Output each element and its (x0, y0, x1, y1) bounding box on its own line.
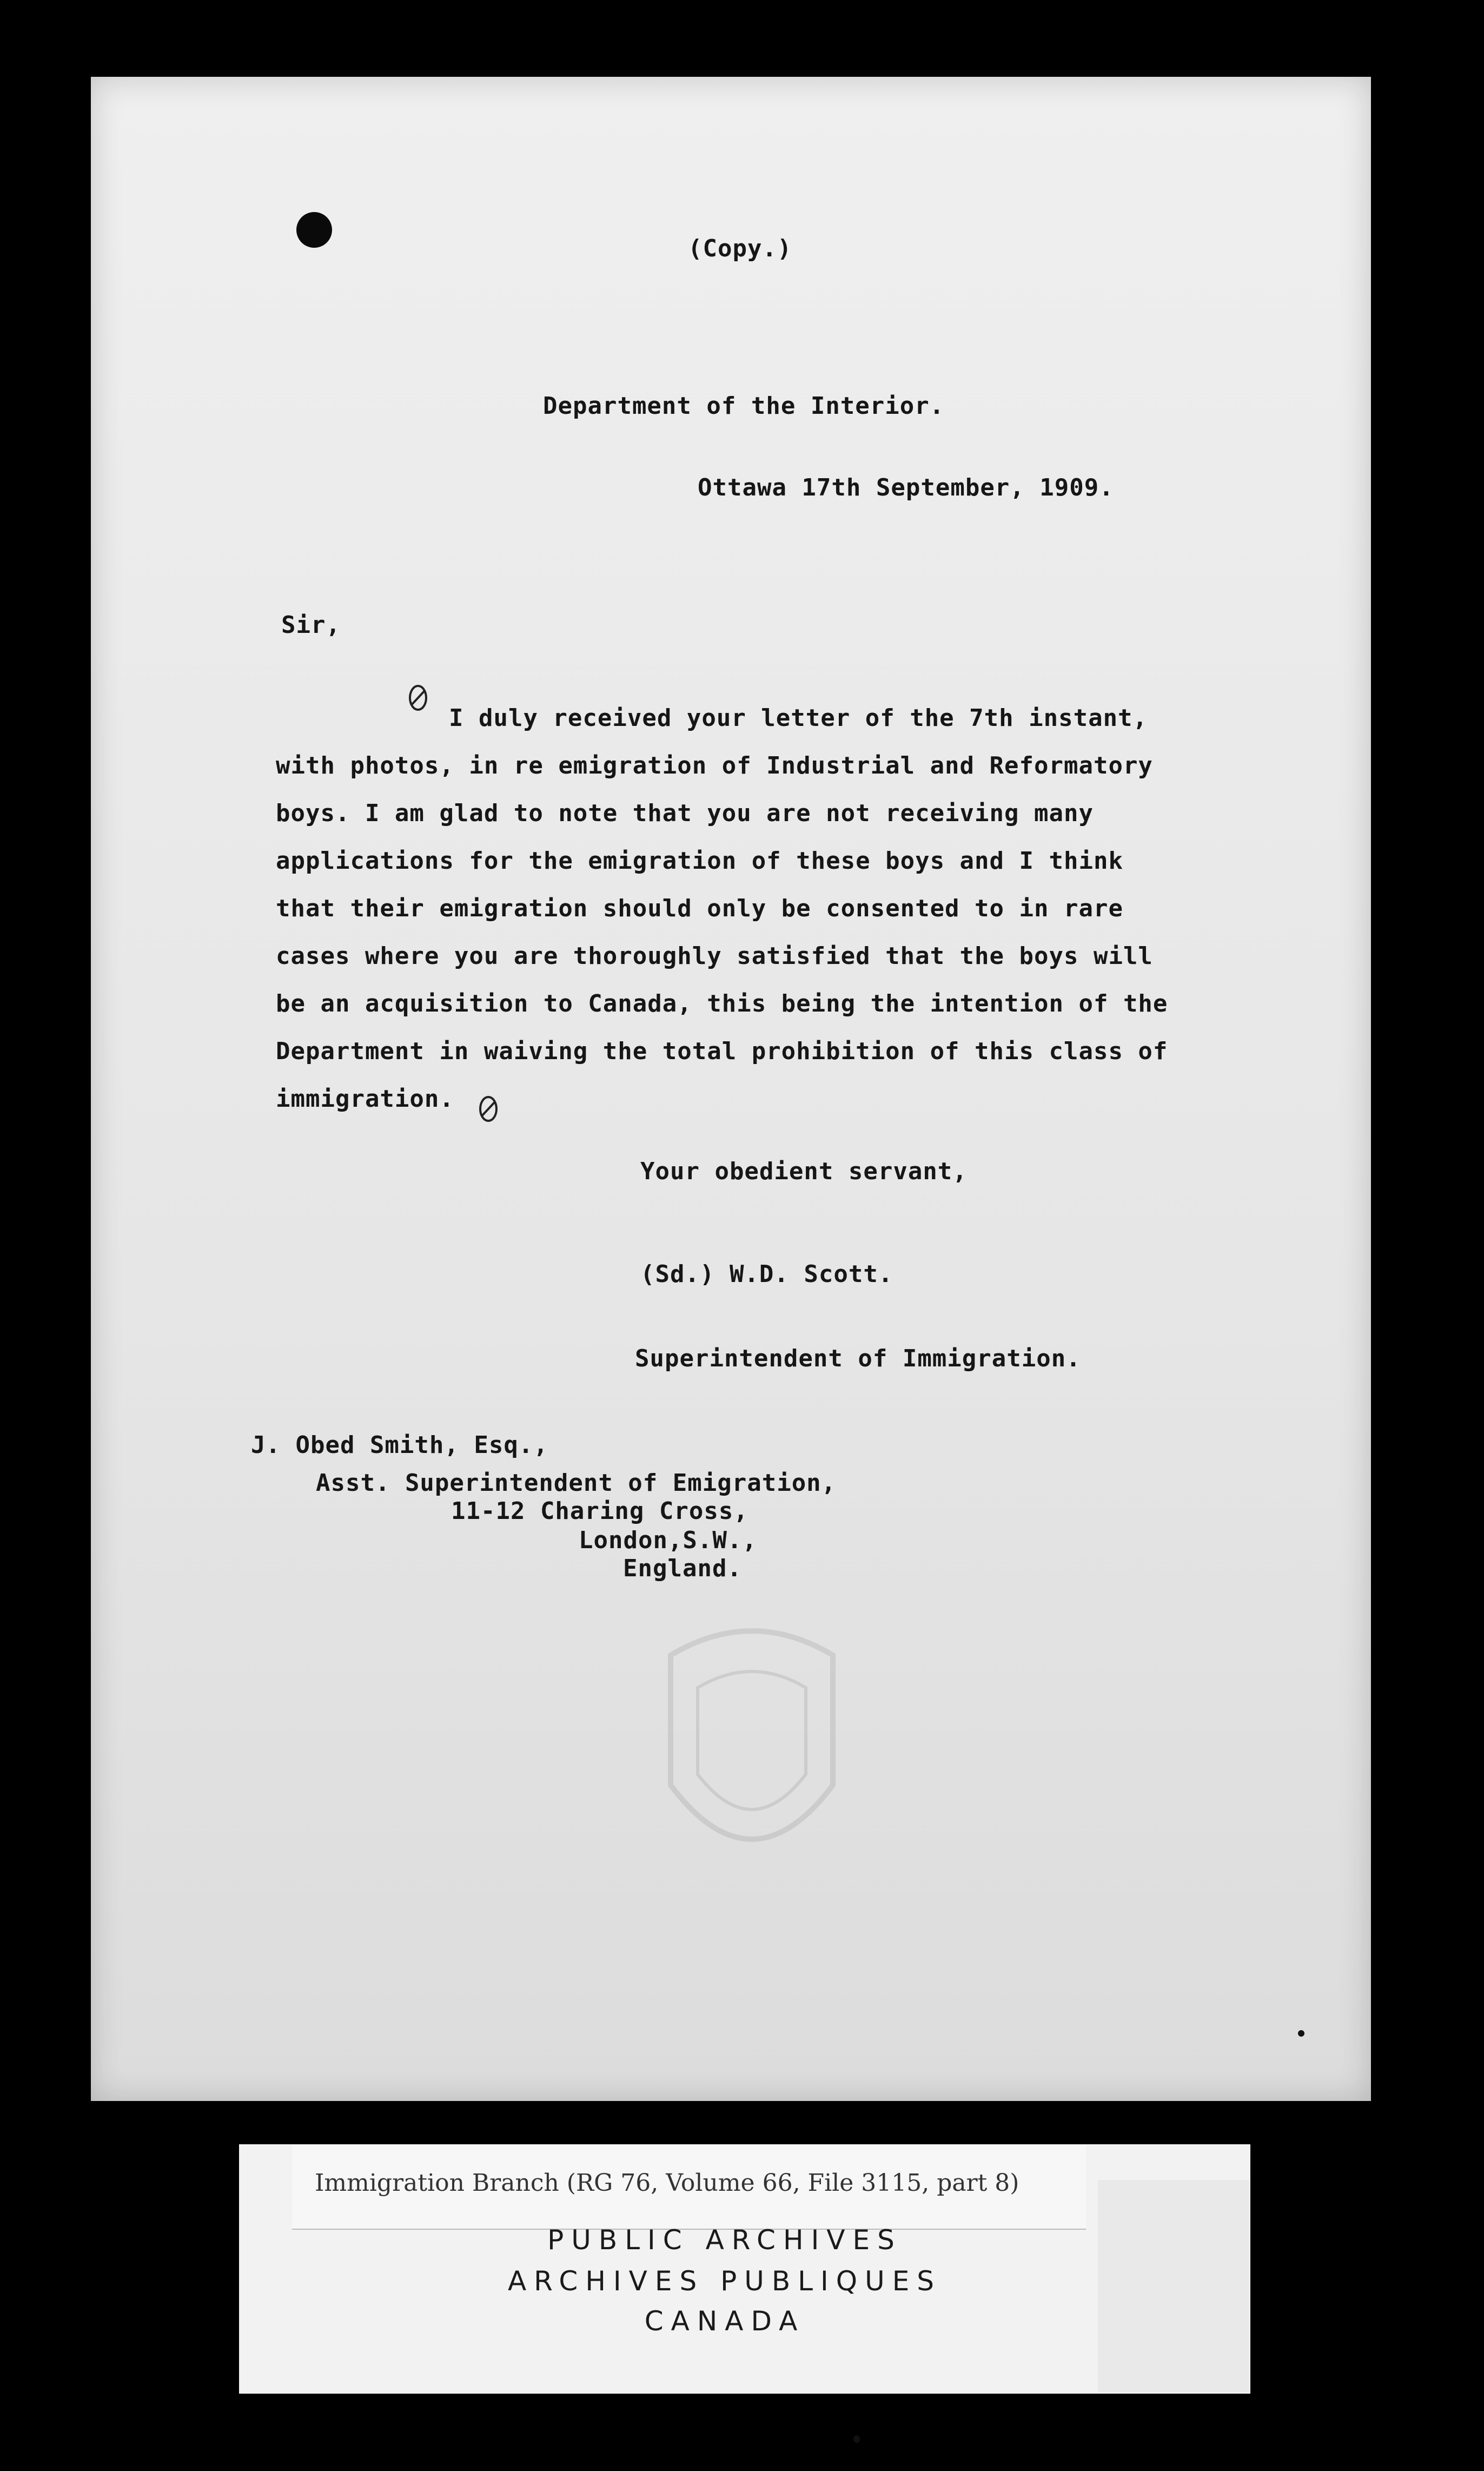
body-line: immigration. (276, 1085, 454, 1113)
archive-line-1: PUBLIC ARCHIVES (547, 2224, 902, 2256)
punch-hole (296, 212, 332, 248)
signatory-title: Superintendent of Immigration. (635, 1345, 1081, 1372)
body-line: Department in waiving the total prohibition of this class of (276, 1038, 1168, 1065)
body-line: that their emigration should only be consented to in rare (276, 895, 1123, 922)
signature: (Sd.) W.D. Scott. (640, 1260, 893, 1288)
body-line: applications for the emigration of these boys and I think (276, 847, 1123, 875)
dateline: Ottawa 17th September, 1909. (698, 474, 1114, 501)
salutation: Sir, (281, 611, 341, 639)
body-line: I duly received your letter of the 7th instant, (449, 704, 1148, 732)
addressee-title: Asst. Superintendent of Emigration, (316, 1469, 837, 1497)
addressee-name: J. Obed Smith, Esq., (251, 1431, 548, 1459)
body-line: be an acquisition to Canada, this being the intention of the (276, 990, 1168, 1018)
closing: Your obedient servant, (640, 1158, 968, 1185)
archive-reference: Immigration Branch (RG 76, Volume 66, File 3115, part 8) (315, 2169, 1019, 2197)
addressee-street: 11-12 Charing Cross, (451, 1497, 748, 1525)
body-line: with photos, in re emigration of Industrial and Reformatory (276, 752, 1153, 779)
margin-mark-start (407, 683, 429, 713)
archive-line-3: CANADA (644, 2305, 805, 2337)
embossed-seal-watermark (649, 1612, 854, 1882)
body-line: cases where you are thoroughly satisfied that the boys will (276, 942, 1153, 970)
department-heading: Department of the Interior. (543, 392, 945, 420)
margin-mark-end (477, 1094, 500, 1124)
copy-mark: (Copy.) (688, 235, 792, 262)
addressee-city: London,S.W., (579, 1527, 757, 1554)
archive-line-2: ARCHIVES PUBLIQUES (507, 2265, 942, 2297)
paper-speck (1298, 2030, 1304, 2037)
addressee-country: England. (623, 1555, 742, 1582)
body-line: boys. I am glad to note that you are not receiving many (276, 800, 1094, 827)
film-speck (853, 2435, 860, 2443)
